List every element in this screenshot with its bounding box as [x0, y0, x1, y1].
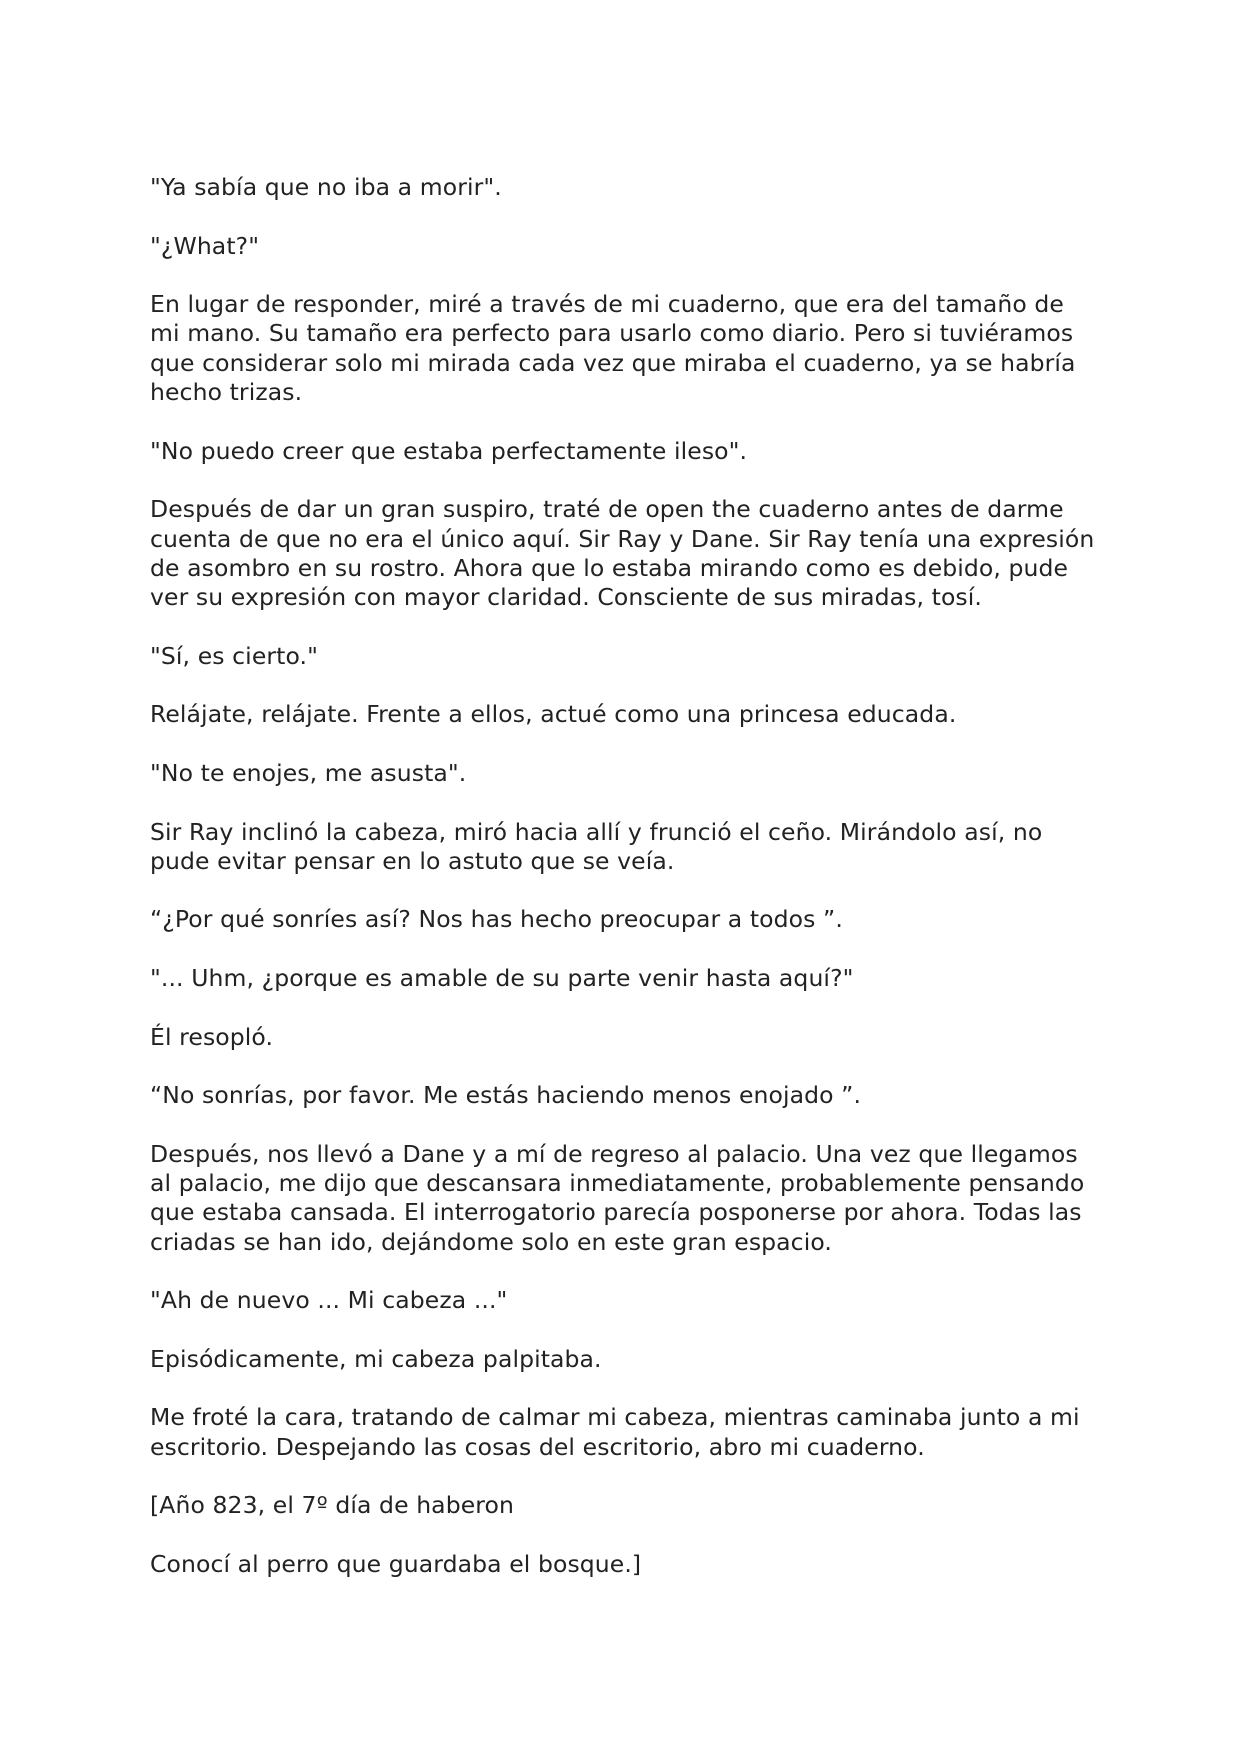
paragraph-6: "Sí, es cierto.": [150, 641, 318, 670]
paragraph-12: Él resopló.: [150, 1022, 274, 1051]
paragraph-10: “¿Por qué sonríes así? Nos has hecho preocupar a todos ”.: [150, 905, 843, 934]
paragraph-8: "No te enojes, me asusta".: [150, 758, 467, 787]
paragraph-14: Después, nos llevó a Dane y a mí de regreso al palacio. Una vez que llegamos al palacio, me dijo que descansara inmediatamente, probablemente pensando que estaba cansada. El interrogatorio parecía posponerse por ahora. Todas las criadas se han ido, dejándome solo en este gran espacio.: [150, 1139, 1085, 1256]
paragraph-2: "¿What?": [150, 231, 260, 260]
paragraph-7: Relájate, relájate. Frente a ellos, actué como una princesa educada.: [150, 700, 957, 729]
paragraph-18: [Año 823, el 7º día de haberon: [150, 1491, 514, 1520]
paragraph-1: "Ya sabía que no iba a morir".: [150, 173, 502, 201]
paragraph-19: Conocí al perro que guardaba el bosque.]: [150, 1549, 642, 1578]
paragraph-3: En lugar de responder, miré a través de mi cuaderno, que era del tamaño de mi mano. Su tamaño era perfecto para usarlo como diario. Pero si tuviéramos que considerar solo mi mirada cada vez que miraba el cuaderno, ya se habría hecho trizas.: [150, 290, 1076, 407]
paragraph-17: Me froté la cara, tratando de calmar mi cabeza, mientras caminaba junto a mi escritorio. Despejando las cosas del escritorio, abro mi cuaderno.: [150, 1403, 1080, 1461]
paragraph-4: "No puedo creer que estaba perfectamente ileso".: [150, 436, 748, 465]
paragraph-16: Episódicamente, mi cabeza palpitaba.: [150, 1344, 602, 1373]
document-body: [150, 173, 1095, 1609]
paragraph-13: “No sonrías, por favor. Me estás haciendo menos enojado ”.: [150, 1081, 862, 1110]
paragraph-15: "Ah de nuevo ... Mi cabeza ...": [150, 1286, 508, 1315]
paragraph-11: "... Uhm, ¿porque es amable de su parte venir hasta aquí?": [150, 964, 854, 993]
paragraph-9: Sir Ray inclinó la cabeza, miró hacia allí y frunció el ceño. Mirándolo así, no pude evitar pensar en lo astuto que se veía.: [150, 817, 1043, 875]
paragraph-5: Después de dar un gran suspiro, traté de open the cuaderno antes de darme cuenta de que no era el único aquí. Sir Ray y Dane. Sir Ray tenía una expresión de asombro en su rostro. Ahora que lo estaba mirando como es debido, pude ver su expresión con mayor claridad. Consciente de sus miradas, tosí.: [150, 495, 1095, 612]
